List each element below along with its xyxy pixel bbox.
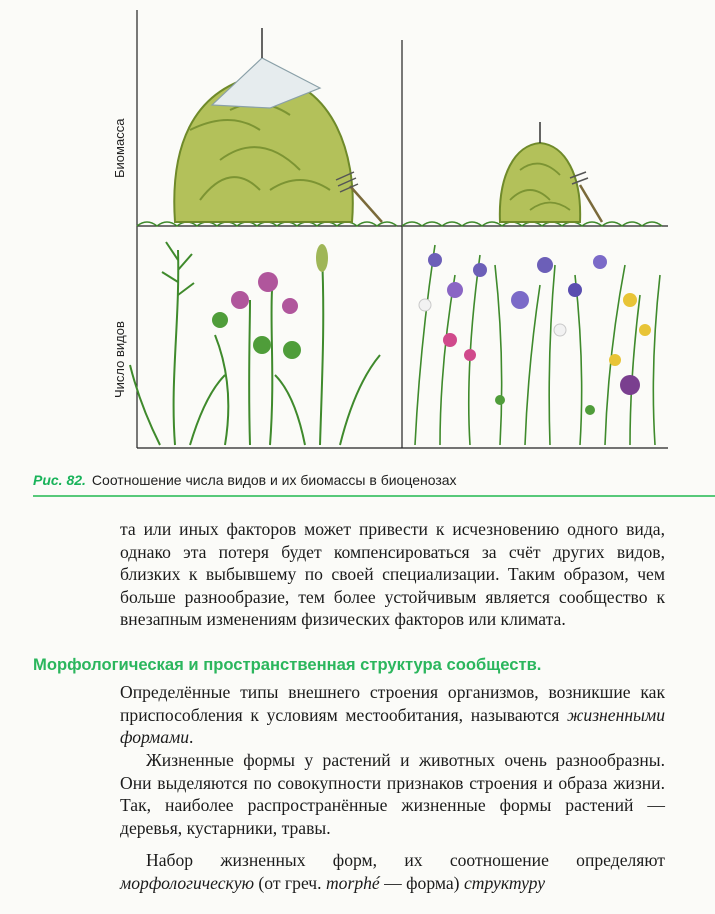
caption-divider — [33, 495, 715, 497]
paragraph-3-text: Жизненные формы у растений и животных очень разнообразны. Они выделяются по совокупности признаков строения и образа жизни. Так, наиболее распространённые жизненные формы растений — деревья, кустарники, травы. — [120, 750, 665, 838]
paragraph-2 — [120, 681, 665, 749]
figure-caption — [33, 472, 457, 488]
figure-number: Рис. 82. — [33, 472, 86, 488]
paragraph-3 — [120, 749, 665, 839]
paragraph-4 — [120, 849, 665, 894]
axis-label-species-count: Число видов — [112, 321, 127, 398]
clover-heads — [212, 244, 328, 359]
term-life-forms: жизненными формами — [120, 704, 665, 748]
large-haystack — [174, 28, 382, 222]
axis-label-biomass: Биомасса — [112, 118, 127, 178]
paragraph-4-text: Набор жизненных форм, их соотношение определяют морфологическую (от греч. morphé — форма) структуру — [120, 850, 665, 893]
small-haystack — [500, 122, 602, 222]
figure-caption-text: Соотношение числа видов и их биомассы в биоценозах — [91, 472, 457, 488]
wildflower-heads — [419, 253, 651, 415]
paragraph-1-text: та или иных факторов может привести к исчезновению одного вида, однако эта потеря будет компенсироваться за счёт других видов, близких к выбывшему по своей специализации. Таким образом, чем больше разнообразие, тем более устойчивым является сообщество к внезапным изменениям физических факторов или климата. — [120, 519, 665, 630]
paragraph-2-text: Определённые типы внешнего строения организмов, возникшие как приспособления к условиям местообитания, называются жизненными формами. — [120, 682, 665, 748]
section-heading: Морфологическая и пространственная структура сообществ. — [33, 655, 542, 674]
paragraph-1 — [120, 518, 665, 631]
